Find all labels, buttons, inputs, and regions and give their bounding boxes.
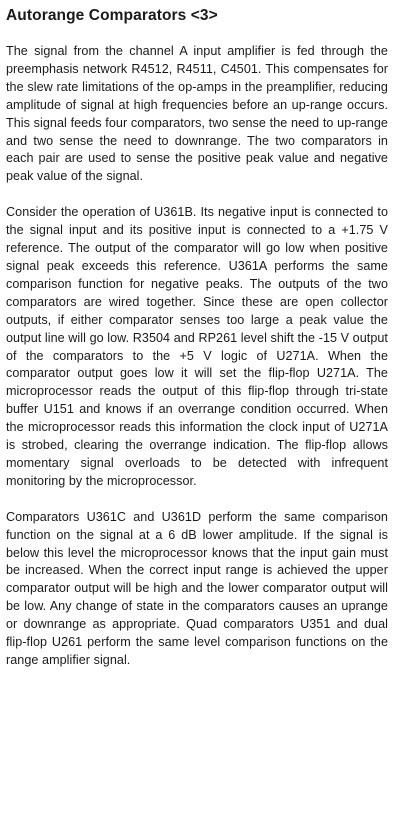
- section-heading: Autorange Comparators <3>: [6, 7, 218, 24]
- document-page: [6, 6, 388, 688]
- paragraph-u361b-operation: Consider the operation of U361B. Its negative input is connected to the signal input and its positive input is connected to a +1.75 V reference. The output of the comparator will go low when positive signal peak exceeds this reference. U361A performs the same comparison function for negative peaks. The outputs of the two comparators are wired together. Since these are open collector outputs, if either comparator senses too large a peak value the output line will go low. R3504 and RP261 level shift the -15 V output of the comparators to the +5 V logic of U271A. When the comparator output goes low it will set the flip-flop U271A. The microprocessor reads the output of this flip-flop through tri-state buffer U151 and knows if an overrange condition occurred. When the microprocessor reads this information the clock input of U271A is strobed, clearing the overrange indication. The flip-flop allows momentary signal overloads to be detected with infrequent monitoring by the microprocessor.: [6, 205, 388, 488]
- paragraph-u361c-u361d: Comparators U361C and U361D perform the same comparison function on the signal at a 6 dB lower amplitude. If the signal is below this level the microprocessor knows that the input gain must be increased. When the correct input range is achieved the upper comparator output will be high and the lower comparator output will be low. Any change of state in the comparators causes an uprange or downrange as appropriate. Quad comparators U351 and dual flip-flop U261 perform the same level comparison functions on the range amplifier signal.: [6, 509, 388, 667]
- paragraph-preemphasis: The signal from the channel A input amplifier is fed through the preemphasis network R4512, R4511, C4501. This compensates for the slew rate limitations of the op-amps in the preamplifier, reducing amplitude of signal at high frequencies before an up-range occurs. This signal feeds four comparators, two sense the need to up-range and two sense the need to downrange. The two comparators in each pair are used to sense the positive peak value and negative peak value of the signal.: [6, 44, 388, 184]
